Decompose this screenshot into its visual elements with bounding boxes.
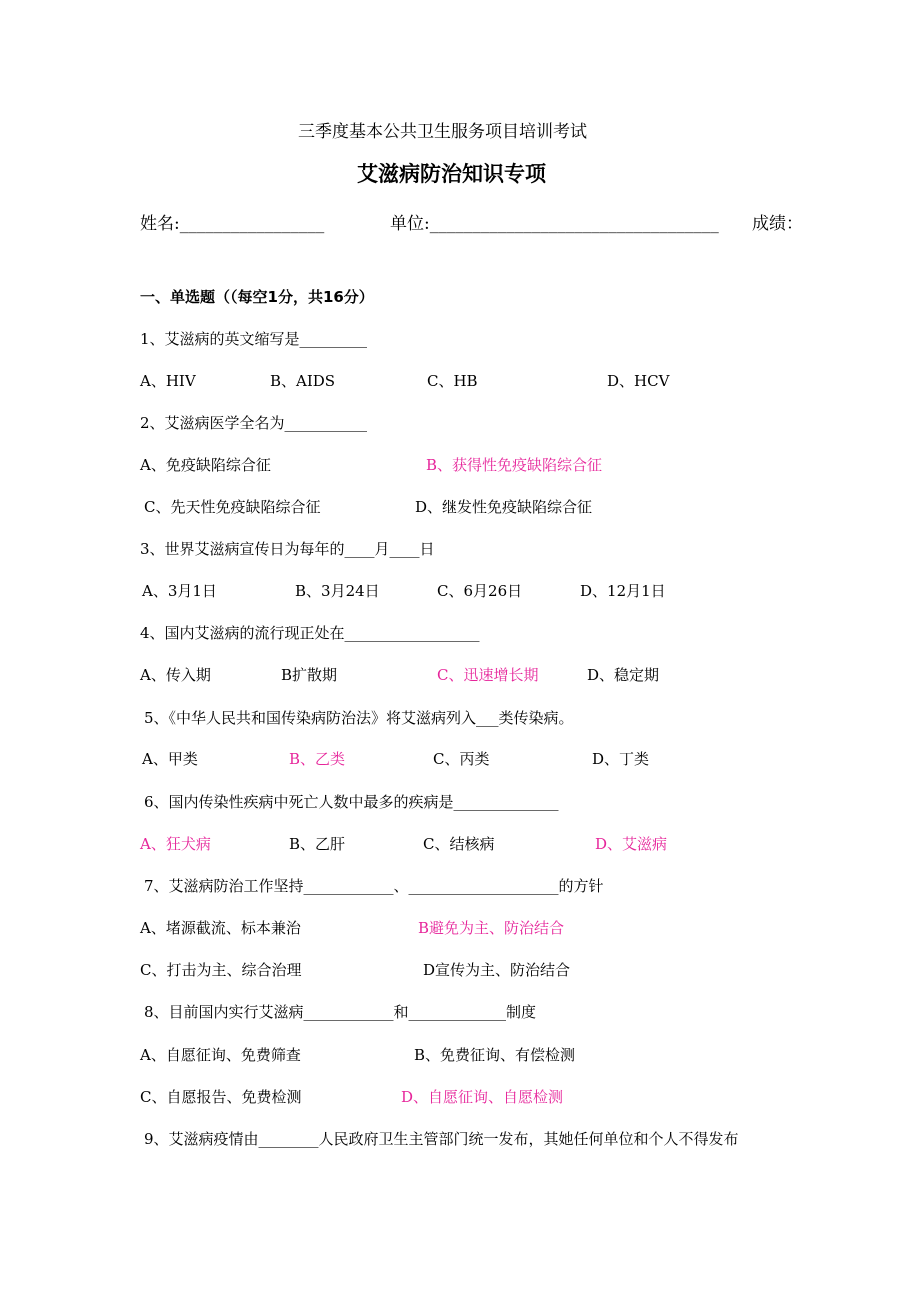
q3-option-c: C、6月26日 <box>437 582 523 600</box>
q8-option-d: D、自愿征询、自愿检测 <box>401 1088 564 1106</box>
unit-field: 单位:__________________________________ <box>390 214 719 234</box>
question-7: 7、艾滋病防治工作坚持____________、____________________的方针 <box>144 877 604 895</box>
exam-subtitle: 三季度基本公共卫生服务项目培训考试 <box>298 122 587 142</box>
exam-title: 艾滋病防治知识专项 <box>357 162 546 186</box>
question-6: 6、国内传染性疾病中死亡人数中最多的疾病是______________ <box>144 793 559 811</box>
q6-option-a: A、狂犬病 <box>140 835 211 853</box>
q7-option-c: C、打击为主、综合治理 <box>140 961 302 979</box>
q8-option-b: B、免费征询、有偿检测 <box>414 1046 576 1064</box>
q5-option-a: A、甲类 <box>142 750 198 768</box>
question-5: 5、《中华人民共和国传染病防治法》将艾滋病列入___类传染病。 <box>144 709 574 727</box>
q1-option-b: B、AIDS <box>270 372 336 390</box>
q2-option-c: C、先天性免疫缺陷综合征 <box>144 498 321 516</box>
q3-option-d: D、12月1日 <box>580 582 666 600</box>
q5-option-d: D、丁类 <box>592 750 650 768</box>
q5-option-c: C、丙类 <box>433 750 490 768</box>
q3-option-b: B、3月24日 <box>295 582 380 600</box>
q6-option-c: C、结核病 <box>423 835 495 853</box>
q7-option-b: B避免为主、防治结合 <box>418 919 565 937</box>
q5-option-b: B、乙类 <box>289 750 346 768</box>
q4-option-d: D、稳定期 <box>587 666 660 684</box>
score-field: 成绩： <box>752 214 803 234</box>
q8-option-a: A、自愿征询、免费筛查 <box>140 1046 301 1064</box>
question-9: 9、艾滋病疫情由________人民政府卫生主管部门统一发布，其她任何单位和个人不得发布 <box>144 1130 739 1148</box>
q2-option-b: B、获得性免疫缺陷综合征 <box>426 456 603 474</box>
q2-option-a: A、免疫缺陷综合征 <box>140 456 271 474</box>
q1-option-d: D、HCV <box>607 372 670 390</box>
question-3: 3、世界艾滋病宣传日为每年的____月____日 <box>140 540 435 558</box>
q4-option-a: A、传入期 <box>140 666 211 684</box>
q4-option-b: B扩散期 <box>281 666 338 684</box>
q6-option-d: D、艾滋病 <box>595 835 668 853</box>
question-8: 8、目前国内实行艾滋病____________和_____________制度 <box>144 1003 537 1021</box>
name-field: 姓名:_________________ <box>140 214 325 234</box>
q4-option-c: C、迅速增长期 <box>437 666 539 684</box>
q7-option-d: D宣传为主、防治结合 <box>423 961 571 979</box>
q3-option-a: A、3月1日 <box>142 582 217 600</box>
q6-option-b: B、乙肝 <box>289 835 346 853</box>
question-1: 1、艾滋病的英文缩写是_________ <box>140 330 368 348</box>
section-heading: 一、单选题（（每空1分，共16分） <box>140 288 374 306</box>
question-2: 2、艾滋病医学全名为___________ <box>140 414 368 432</box>
q8-option-c: C、自愿报告、免费检测 <box>140 1088 302 1106</box>
q1-option-c: C、HB <box>427 372 478 390</box>
q7-option-a: A、堵源截流、标本兼治 <box>140 919 301 937</box>
question-4: 4、国内艾滋病的流行现正处在__________________ <box>140 624 480 642</box>
q1-option-a: A、HIV <box>140 372 196 390</box>
q2-option-d: D、继发性免疫缺陷综合征 <box>415 498 593 516</box>
